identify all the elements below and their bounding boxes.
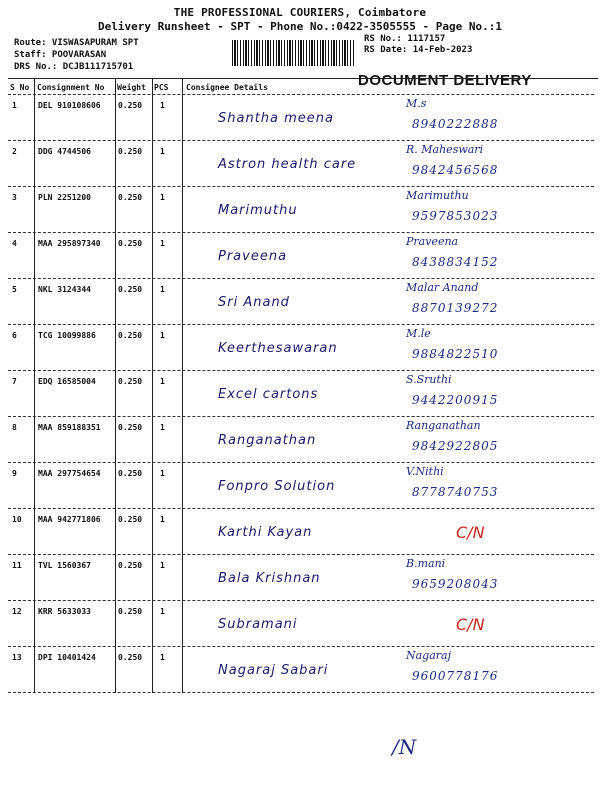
row-phone: 9600778176: [412, 669, 499, 683]
row-consignee-name: Ranganathan: [218, 433, 317, 448]
runsheet-subtitle: Delivery Runsheet - SPT - Phone No.:0422-3505555 - Page No.:1: [98, 20, 502, 33]
row-pcs: 1: [160, 285, 165, 294]
col-consignment: Consignment No: [37, 83, 105, 92]
row-phone: 9597853023: [412, 209, 499, 223]
row-consignment-no: DPI 10401424: [38, 653, 96, 662]
row-consignee-name: Excel cartons: [218, 387, 319, 402]
col-consignee: Consignee Details: [186, 83, 268, 92]
row-signature: M.le: [406, 327, 431, 340]
row-signature: S.Sruthi: [406, 373, 452, 386]
table-row: [8, 187, 594, 233]
row-consignee-name: Fonpro Solution: [218, 479, 336, 494]
row-sno: 11: [12, 561, 22, 570]
row-pcs: 1: [160, 561, 165, 570]
company-title: THE PROFESSIONAL COURIERS, Coimbatore: [173, 6, 427, 19]
row-signature: R. Maheswari: [406, 143, 484, 156]
col-pcs: PCS: [154, 83, 169, 92]
row-sno: 2: [12, 147, 17, 156]
row-consignee-name: Nagaraj Sabari: [218, 663, 329, 678]
table-row: [8, 463, 594, 509]
row-phone: 9884822510: [412, 347, 499, 361]
row-consignee-name: Sri Anand: [218, 295, 290, 310]
col-sno: S No: [10, 83, 30, 92]
row-consignment-no: KRR 5633033: [38, 607, 91, 616]
barcode-icon: [232, 40, 354, 66]
row-consignee-name: Shantha meena: [218, 111, 334, 126]
table-row: [8, 601, 594, 647]
row-weight: 0.250: [118, 561, 143, 570]
row-weight: 0.250: [118, 377, 143, 386]
row-phone: 8940222888: [412, 117, 499, 131]
row-weight: 0.250: [118, 285, 143, 294]
row-consignee-name: Subramani: [218, 617, 298, 632]
row-consignee-name: Praveena: [218, 249, 288, 264]
row-signature: Ranganathan: [406, 419, 481, 432]
table-top-line: [8, 78, 598, 79]
row-weight: 0.250: [118, 469, 143, 478]
table-row: [8, 509, 594, 555]
row-consignee-name: Marimuthu: [218, 203, 298, 218]
row-pcs: 1: [160, 147, 165, 156]
row-sno: 7: [12, 377, 17, 386]
row-weight: 0.250: [118, 193, 143, 202]
row-consignee-name: Bala Krishnan: [218, 571, 321, 586]
table-row: [8, 95, 594, 141]
table-row: [8, 141, 594, 187]
row-phone: 8870139272: [412, 301, 499, 315]
row-signature: V.Nithi: [406, 465, 444, 478]
row-weight: 0.250: [118, 331, 143, 340]
row-sno: 5: [12, 285, 17, 294]
footer-handwritten-mark: /N: [392, 735, 417, 759]
row-consignment-no: NKL 3124344: [38, 285, 91, 294]
row-pcs: 1: [160, 607, 165, 616]
staff-label: Staff: POOVARASAN: [14, 50, 107, 60]
row-weight: 0.250: [118, 515, 143, 524]
row-pcs: 1: [160, 515, 165, 524]
row-sno: 1: [12, 101, 17, 110]
row-signature: Praveena: [406, 235, 459, 248]
row-consignment-no: TCG 10099886: [38, 331, 96, 340]
rs-date: RS Date: 14-Feb-2023: [364, 45, 473, 55]
row-signature: C/N: [456, 615, 485, 634]
document-delivery-stamp: DOCUMENT DELIVERY: [358, 72, 532, 89]
row-consignment-no: MAA 859188351: [38, 423, 101, 432]
row-consignee-name: Keerthesawaran: [218, 341, 338, 356]
route-label: Route: VISWASAPURAM SPT: [14, 38, 139, 48]
row-consignment-no: DDG 4744506: [38, 147, 91, 156]
row-sno: 6: [12, 331, 17, 340]
row-weight: 0.250: [118, 101, 143, 110]
row-consignee-name: Karthi Kayan: [218, 525, 313, 540]
row-separator: [8, 692, 594, 693]
row-pcs: 1: [160, 193, 165, 202]
row-sno: 9: [12, 469, 17, 478]
table-row: [8, 279, 594, 325]
row-weight: 0.250: [118, 607, 143, 616]
row-weight: 0.250: [118, 653, 143, 662]
table-row: [8, 325, 594, 371]
row-pcs: 1: [160, 101, 165, 110]
col-weight: Weight: [117, 83, 146, 92]
row-consignment-no: EDQ 16585004: [38, 377, 96, 386]
row-pcs: 1: [160, 469, 165, 478]
row-consignee-name: Astron health care: [218, 157, 357, 172]
drs-number: DRS No.: DCJB111715701: [14, 62, 134, 72]
row-signature: M.s: [406, 97, 427, 110]
table-row: [8, 233, 594, 279]
row-consignment-no: MAA 295897340: [38, 239, 101, 248]
row-phone: 9442200915: [412, 393, 499, 407]
row-pcs: 1: [160, 653, 165, 662]
row-sno: 10: [12, 515, 22, 524]
row-sno: 4: [12, 239, 17, 248]
row-signature: Marimuthu: [406, 189, 469, 202]
row-weight: 0.250: [118, 239, 143, 248]
row-weight: 0.250: [118, 423, 143, 432]
row-phone: 8438834152: [412, 255, 499, 269]
row-sno: 13: [12, 653, 22, 662]
row-sno: 12: [12, 607, 22, 616]
row-pcs: 1: [160, 423, 165, 432]
row-consignment-no: MAA 297754654: [38, 469, 101, 478]
row-signature: Nagaraj: [406, 649, 452, 662]
table-row: [8, 647, 594, 693]
row-consignment-no: MAA 942771806: [38, 515, 101, 524]
row-pcs: 1: [160, 331, 165, 340]
row-pcs: 1: [160, 239, 165, 248]
row-signature: Malar Anand: [406, 281, 479, 294]
rs-number: RS No.: 1117157: [364, 34, 446, 44]
row-consignment-no: PLN 2251200: [38, 193, 91, 202]
row-signature: B.mani: [406, 557, 446, 570]
row-sno: 3: [12, 193, 17, 202]
table-row: [8, 417, 594, 463]
row-phone: 8778740753: [412, 485, 499, 499]
row-consignment-no: TVL 1560367: [38, 561, 91, 570]
row-phone: 9842922805: [412, 439, 499, 453]
row-sno: 8: [12, 423, 17, 432]
row-weight: 0.250: [118, 147, 143, 156]
table-row: [8, 555, 594, 601]
table-row: [8, 371, 594, 417]
row-consignment-no: DEL 910108606: [38, 101, 101, 110]
row-pcs: 1: [160, 377, 165, 386]
row-phone: 9659208043: [412, 577, 499, 591]
row-phone: 9842456568: [412, 163, 499, 177]
row-signature: C/N: [456, 523, 485, 542]
